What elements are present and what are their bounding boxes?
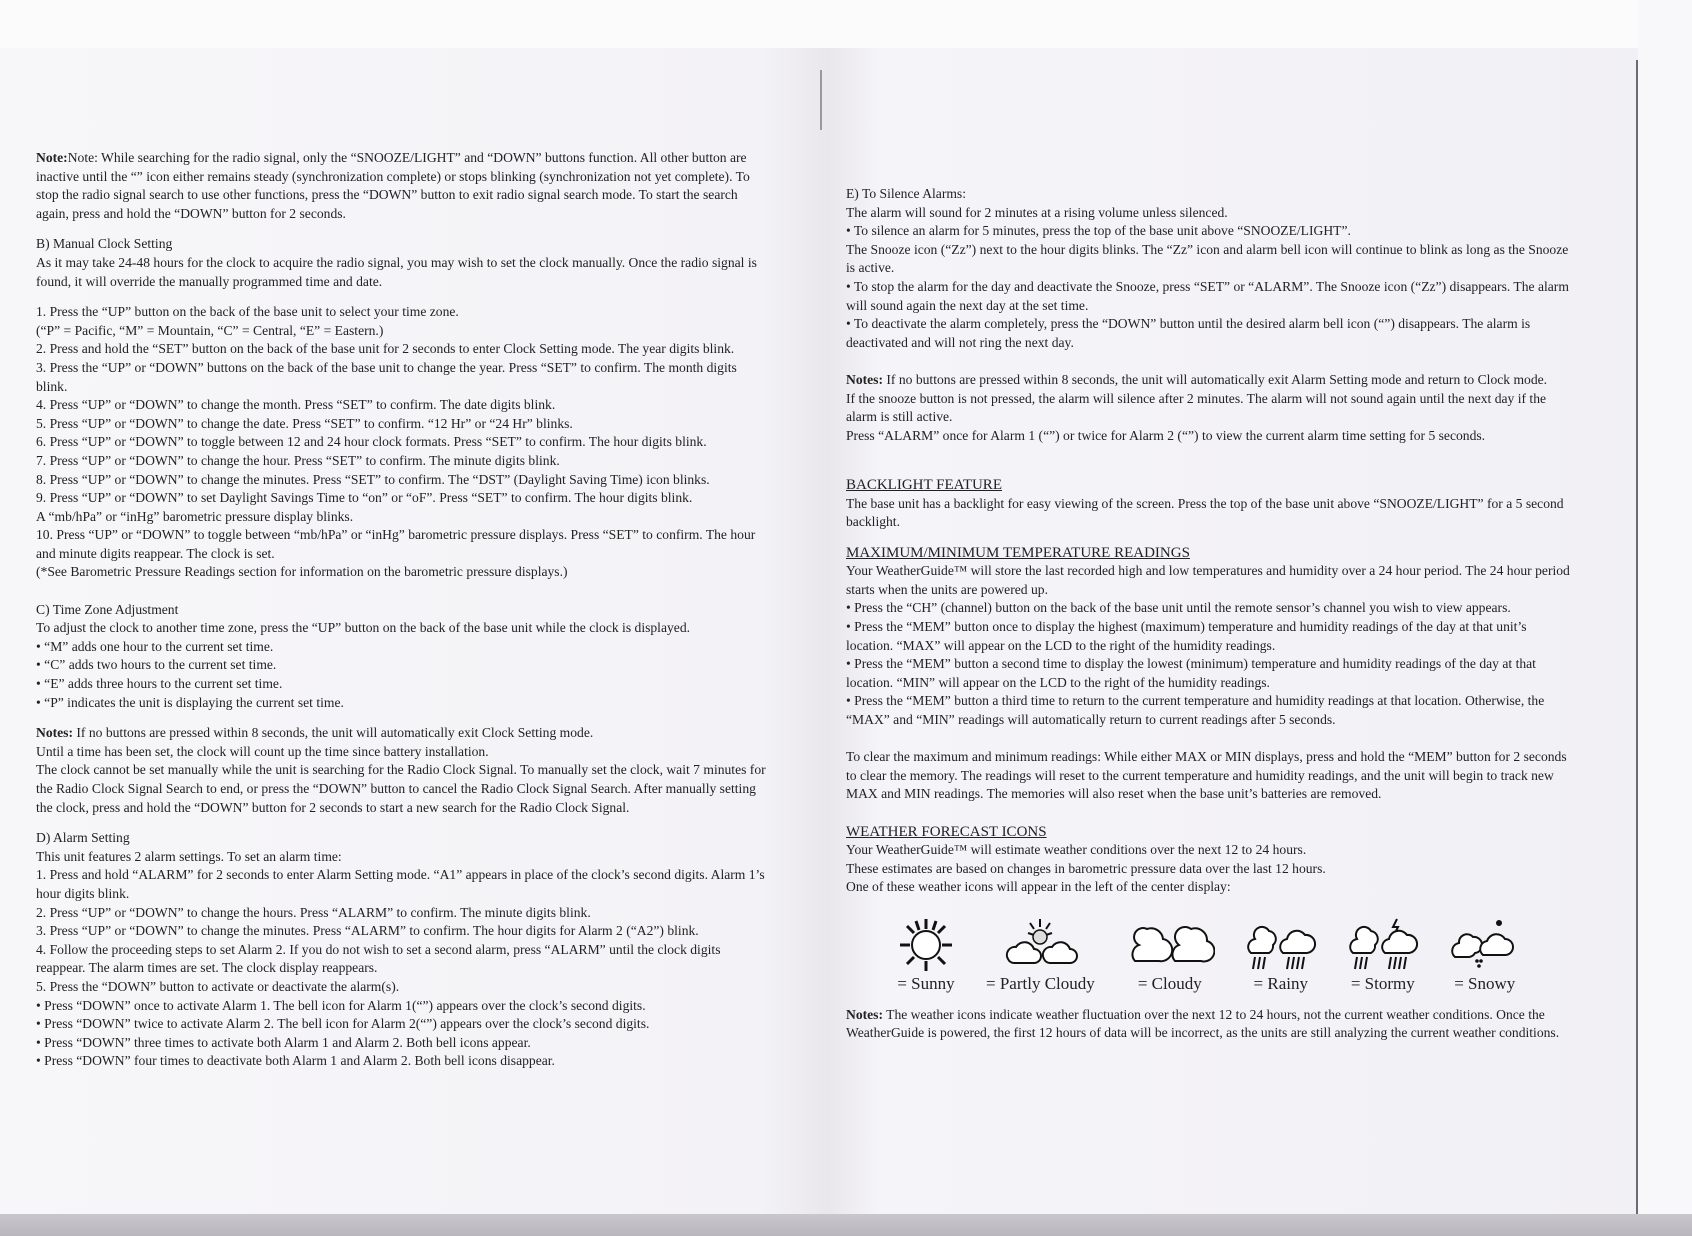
maxmin-line: • Press the “MEM” button a third time to return to the current temperature and humidity readings at that location. Otherwise, the “MAX” and “MIN” readings will automatically return to current readings after 5 seconds.: [846, 693, 1545, 728]
silence-line: • To stop the alarm for the day and deactivate the Snooze, press “SET” or “ALARM”. The Snooze icon (“Zz”) disappears. The alarm will sound again the next day at the set time.: [846, 278, 1569, 313]
section-b-intro: As it may take 24-48 hours for the clock to acquire the radio signal, you may wish to set the clock manually. Once the radio signal is found, it will override the manually programmed time and date.: [36, 254, 757, 289]
stormy-label: = Stormy: [1350, 973, 1415, 993]
notes-line: Press “ALARM” once for Alarm 1 (“”) or twice for Alarm 2 (“”) to view the current alarm time setting for 5 seconds.: [846, 427, 1486, 443]
sunny-icon: [896, 917, 956, 973]
forecast-line: One of these weather icons will appear in the left of the center display:: [846, 879, 1231, 895]
section-e-title: E) To Silence Alarms:: [846, 186, 966, 201]
partly-cloudy-label: = Partly Cloudy: [986, 973, 1095, 993]
section-d-title: D) Alarm Setting: [36, 830, 130, 846]
silence-line: The alarm will sound for 2 minutes at a rising volume unless silenced.: [846, 204, 1228, 220]
notes-text: If no buttons are pressed within 8 seconds, the unit will automatically exit Clock Setting mode.: [73, 725, 594, 741]
notes-label: Notes:: [36, 725, 73, 741]
alarm-line: 1. Press and hold “ALARM” for 2 seconds to enter Alarm Setting mode. “A1” appears in place of the clock’s second digits. Alarm 1’s hour digits blink.: [36, 867, 765, 901]
step-line: 10. Press “UP” or “DOWN” to toggle between “mb/hPa” or “inHg” barometric pressure displays. Press “SET” to confirm. The hour and minute digits reappear. The clock is set.: [36, 527, 756, 561]
notes-line: The clock cannot be set manually while the unit is searching for the Radio Clock Signal. To manually set the clock, wait 7 minutes for the Radio Clock Signal Search to end, or press the “DOWN” button to cancel the Radio Clock Signal Search. After manually setting the clock, press and hold the “DOWN” button for 2 seconds to start a new search for the Radio Clock Signal.: [36, 762, 766, 815]
rainy-icon: [1245, 917, 1317, 973]
bullet-item: • “P” indicates the unit is displaying the current set time.: [36, 694, 344, 710]
notes-label: Notes:: [846, 1006, 883, 1022]
clear-readings-text: To clear the maximum and minimum readings: While either MAX or MIN displays, press and hold the “MEM” button for 2 seconds to clear the memory. The readings will reset to the current temperature and humidity readings, and the unit will begin to track new MAX and MIN readings. The memories will also reset when the base unit’s batteries are removed.: [846, 749, 1567, 802]
step-line: 6. Press “UP” or “DOWN” to toggle between 12 and 24 hour clock formats. Press “SET” to confirm. The hour digits blink.: [36, 434, 707, 450]
bottom-shadow: [0, 1214, 1692, 1236]
stormy-icon-group: [1347, 917, 1419, 994]
forecast-heading: WEATHER FORECAST ICONS: [846, 823, 1047, 840]
forecast-line: Your WeatherGuide™ will estimate weather conditions over the next 12 to 24 hours.: [846, 842, 1307, 858]
forecast-line: These estimates are based on changes in barometric pressure data over the last 12 hours.: [846, 860, 1326, 876]
partly-cloudy-icon-group: [986, 917, 1095, 994]
step-line: 9. Press “UP” or “DOWN” to set Daylight Savings Time to “on” or “oF”. Press “SET” to confirm. The hour digits blink.: [36, 490, 693, 506]
rainy-icon-group: [1245, 917, 1317, 994]
right-margin: [1638, 0, 1692, 1236]
notes-alarm: [846, 371, 1576, 390]
backlight-text: The base unit has a backlight for easy viewing of the screen. Press the top of the base unit above “SNOOZE/LIGHT” for a 5 second backlight.: [846, 495, 1564, 530]
step-line: (*See Barometric Pressure Readings section for information on the barometric pressure displays.): [36, 564, 568, 580]
bullet-item: • “E” adds three hours to the current set time.: [36, 676, 283, 692]
alarm-line: This unit features 2 alarm settings. To set an alarm time:: [36, 848, 342, 864]
step-line: 3. Press the “UP” or “DOWN” buttons on the back of the base unit to change the year. Press “SET” to confirm. The month digits blink.: [36, 359, 737, 394]
top-margin: [0, 0, 1692, 48]
alarm-line: 2. Press “UP” or “DOWN” to change the hours. Press “ALARM” to confirm. The minute digits blink.: [36, 904, 591, 920]
bullet-item: • “M” adds one hour to the current set time.: [36, 638, 274, 654]
silence-line: • To deactivate the alarm completely, press the “DOWN” button until the desired alarm bell icon (“”) disappears. The alarm is deactivated and will not ring the next day.: [846, 316, 1531, 350]
step-line: 5. Press “UP” or “DOWN” to change the date. Press “SET” to confirm. “12 Hr” or “24 Hr” blinks.: [36, 415, 573, 431]
backlight-heading: BACKLIGHT FEATURE: [846, 476, 1002, 493]
maxmin-heading: MAXIMUM/MINIMUM TEMPERATURE READINGS: [846, 544, 1190, 561]
maxmin-line: • Press the “MEM” button a second time to display the lowest (minimum) temperature and humidity readings of the day at that location. “MIN” will appear on the LCD to the right of the humidity readings.: [846, 656, 1536, 690]
step-line: 1. Press the “UP” button on the back of the base unit to select your time zone.: [36, 304, 459, 320]
stormy-icon: [1347, 917, 1419, 973]
alarm-line: • Press “DOWN” twice to activate Alarm 2. The bell icon for Alarm 2(“”) appears over the clock’s second digits.: [36, 1016, 650, 1032]
section-b-title: B) Manual Clock Setting: [36, 236, 173, 252]
note-radio-signal-text: Note: While searching for the radio signal, only the “SNOOZE/LIGHT” and “DOWN” buttons function. All other button are inactive until the “” icon either remains steady (synchronization complete) or stops blinking (synchronization not yet complete). To stop the radio signal search to use other functions, press the “DOWN” button to exit radio signal search mode. To start the search again, press and hold the “DOWN” button for 2 seconds.: [36, 150, 750, 221]
notes-clock: [36, 724, 771, 743]
weather-icons-row: [896, 917, 1576, 994]
step-line: 7. Press “UP” or “DOWN” to change the hour. Press “SET” to confirm. The minute digits blink.: [36, 452, 560, 468]
step-line: 8. Press “UP” or “DOWN” to change the minutes. Press “SET” to confirm. The “DST” (Daylight Saving Time) icon blinks.: [36, 471, 710, 487]
right-column: [846, 185, 1576, 1043]
notes-line: If the snooze button is not pressed, the alarm will silence after 2 minutes. The alarm will not sound again until the next day if the alarm is still active.: [846, 390, 1547, 425]
maxmin-line: • Press the “CH” (channel) button on the back of the base unit until the remote sensor’s channel you wish to view appears.: [846, 600, 1511, 616]
cloudy-icon-group: [1125, 917, 1215, 994]
silence-line: • To silence an alarm for 5 minutes, press the top of the base unit above “SNOOZE/LIGHT”.: [846, 223, 1351, 239]
alarm-line: 5. Press the “DOWN” button to activate or deactivate the alarm(s).: [36, 978, 400, 994]
fold-mark: [820, 70, 822, 130]
sunny-icon-group: [896, 917, 956, 994]
notes-text: If no buttons are pressed within 8 seconds, the unit will automatically exit Alarm Setting mode and return to Clock mode.: [883, 371, 1548, 387]
snowy-icon-group: [1449, 917, 1521, 994]
notes-weather: [846, 1006, 1576, 1043]
maxmin-line: Your WeatherGuide™ will store the last recorded high and low temperatures and humidity over a 24 hour period. The 24 hour period starts when the units are powered up.: [846, 563, 1570, 597]
notes-label: Notes:: [846, 371, 883, 387]
alarm-line: 3. Press “UP” or “DOWN” to change the minutes. Press “ALARM” to confirm. The hour digits for Alarm 2 (“A2”) blink.: [36, 923, 699, 939]
cloudy-icon: [1125, 917, 1215, 973]
step-line: 4. Press “UP” or “DOWN” to change the month. Press “SET” to confirm. The date digits blink.: [36, 397, 556, 413]
left-column: [36, 149, 771, 1071]
section-c-intro: To adjust the clock to another time zone, press the “UP” button on the back of the base unit while the clock is displayed.: [36, 620, 691, 636]
silence-line: The Snooze icon (“Zz”) next to the hour digits blinks. The “Zz” icon and alarm bell icon will continue to blink as long as the Snooze is active.: [846, 241, 1569, 276]
alarm-line: • Press “DOWN” four times to deactivate both Alarm 1 and Alarm 2. Both bell icons disappear.: [36, 1053, 555, 1069]
bullet-item: • “C” adds two hours to the current set time.: [36, 657, 277, 673]
rainy-label: = Rainy: [1253, 973, 1308, 993]
notes-text: The weather icons indicate weather fluctuation over the next 12 to 24 hours, not the current weather conditions. Once the WeatherGuide is powered, the first 12 hours of data will be incorrect, as the units are still analyzing the current weather conditions.: [846, 1006, 1560, 1041]
alarm-line: 4. Follow the proceeding steps to set Alarm 2. If you do not wish to set a second alarm, press “ALARM” until the clock digits reappear. The alarm times are set. The clock display reappears.: [36, 941, 721, 976]
snowy-label: = Snowy: [1454, 973, 1516, 993]
sunny-label: = Sunny: [897, 973, 955, 993]
note-radio-signal: Note:Note: While searching for the radio signal, only the “SNOOZE/LIGHT” and “DOWN” buttons function. All other button are inactive until the “” icon either remains steady (synchronization complete) or stops blinking (synchronization not yet complete). To stop the radio signal search to use other functions, press the “DOWN” button to exit radio signal search mode. To start the search again, press and hold the “DOWN” button for 2 seconds.: [36, 150, 750, 221]
step-line: 2. Press and hold the “SET” button on the back of the base unit for 2 seconds to enter Clock Setting mode. The year digits blink.: [36, 341, 735, 357]
snowy-icon: [1449, 917, 1521, 973]
maxmin-line: • Press the “MEM” button once to display the highest (maximum) temperature and humidity readings of the day at that unit’s location. “MAX” will appear on the LCD to the right of the humidity readings.: [846, 619, 1527, 653]
notes-line: Until a time has been set, the clock will count up the time since battery installation.: [36, 743, 489, 759]
partly-cloudy-icon: [1000, 917, 1080, 973]
section-c-title: C) Time Zone Adjustment: [36, 601, 179, 617]
step-line: A “mb/hPa” or “inHg” barometric pressure display blinks.: [36, 508, 354, 524]
alarm-line: • Press “DOWN” three times to activate both Alarm 1 and Alarm 2. Both bell icons appear.: [36, 1034, 531, 1050]
cloudy-label: = Cloudy: [1137, 973, 1202, 993]
alarm-line: • Press “DOWN” once to activate Alarm 1. The bell icon for Alarm 1(“”) appears over the clock’s second digits.: [36, 997, 646, 1013]
step-line: (“P” = Pacific, “M” = Mountain, “C” = Central, “E” = Eastern.): [36, 322, 384, 338]
